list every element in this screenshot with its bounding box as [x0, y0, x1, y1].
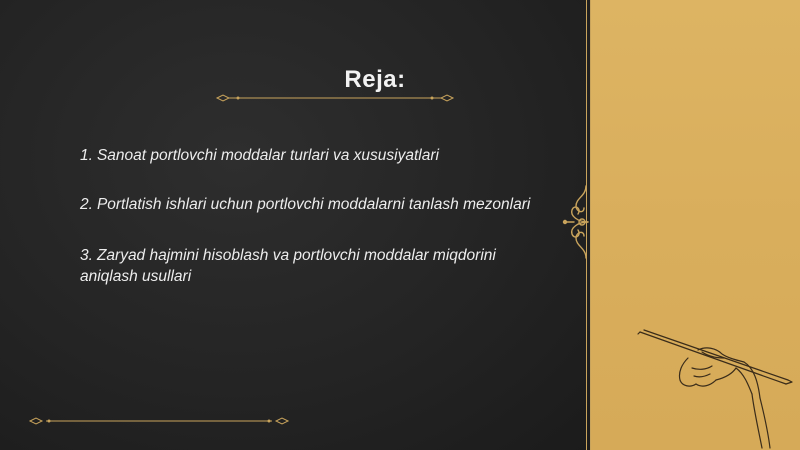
scroll-swirl-icon	[562, 184, 602, 260]
hand-holding-pen-icon	[636, 328, 796, 450]
list-item-number: 3.	[80, 247, 93, 264]
list-item-number: 1.	[80, 147, 93, 164]
list-item	[80, 145, 550, 166]
list-item-number: 2.	[80, 196, 93, 213]
list-item-text: Zaryad hajmini hisoblash va portlovchi moddalar miqdorini aniqlash usullari	[80, 247, 496, 285]
ornamental-divider-icon	[215, 92, 455, 104]
ornamental-divider-icon	[28, 415, 290, 427]
slide-title: Reja:	[344, 66, 406, 93]
list-item-text: Sanoat portlovchi moddalar turlari va xususiyatlari	[96, 147, 439, 164]
list-item-text: Portlatish ishlari uchun portlovchi moddalarni tanlash mezonlari	[96, 196, 531, 213]
list-item	[80, 194, 550, 215]
list-item	[80, 245, 550, 287]
